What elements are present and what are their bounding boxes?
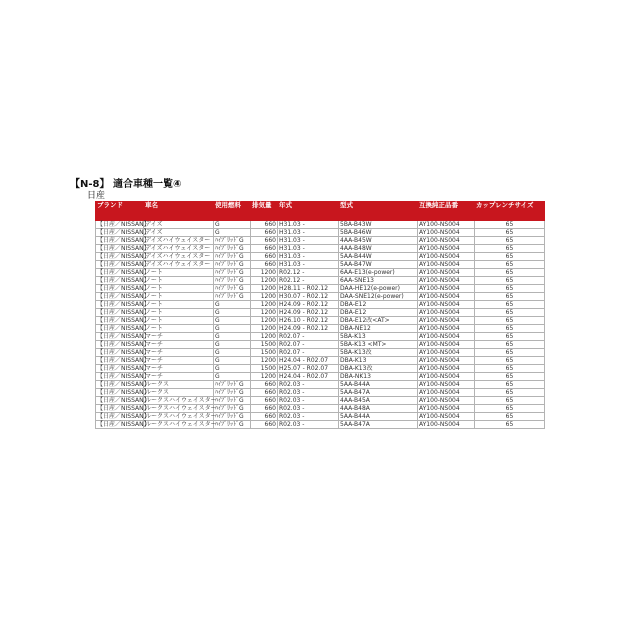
part-number-cell: AY100-NS004 — [418, 301, 475, 309]
header-fuel: 使用燃料 — [214, 202, 251, 221]
model-cell: ノート — [144, 317, 214, 325]
model-cell: ルークスハイウェイスター — [145, 405, 217, 412]
displacement-cell: 660 — [251, 253, 278, 261]
brand-cell: 【日産／NISSAN】 — [97, 237, 150, 244]
displacement-cell: 660 — [251, 405, 278, 413]
fuel-cell: G — [214, 229, 251, 237]
year-cell: R02.12 - — [278, 277, 339, 285]
part-number-cell: AY100-NS004 — [418, 365, 475, 373]
displacement-cell: 660 — [251, 237, 278, 245]
header-cup-wrench-size: カップレンチサイズ — [475, 202, 545, 221]
part-number-cell: AY100-NS004 — [418, 317, 475, 325]
fuel-cell: ﾊｲﾌﾞﾘｯﾄﾞG — [214, 285, 251, 293]
displacement-cell: 1200 — [251, 301, 278, 309]
header-year: 年式 — [278, 202, 339, 221]
displacement-cell: 1200 — [251, 293, 278, 301]
type-code-cell: 5AA-B47A — [339, 421, 418, 429]
part-number-cell: AY100-NS004 — [418, 269, 475, 277]
year-cell: H24.09 - R02.12 — [278, 325, 339, 333]
model-cell: デイズハイウェイスター — [144, 245, 214, 253]
table-row — [96, 333, 545, 341]
fuel-cell: G — [214, 325, 251, 333]
type-code-cell: 5BA-K13改 — [339, 349, 418, 357]
displacement-cell: 1200 — [251, 325, 278, 333]
brand-cell: 【日産／NISSAN】 — [97, 325, 150, 332]
part-number-cell: AY100-NS004 — [418, 341, 475, 349]
fuel-cell: G — [214, 309, 251, 317]
brand-cell: 【日産／NISSAN】 — [97, 309, 150, 316]
table-row — [96, 421, 545, 429]
year-cell: H24.04 - R02.07 — [278, 373, 339, 381]
year-cell: H26.10 - R02.12 — [278, 317, 339, 325]
part-number-cell: AY100-NS004 — [418, 221, 475, 229]
fuel-cell: ﾊｲﾌﾞﾘｯﾄﾞG — [214, 389, 251, 397]
model-cell: マーチ — [144, 333, 214, 341]
header-model: 車名 — [144, 202, 214, 221]
displacement-cell: 660 — [251, 413, 278, 421]
displacement-cell: 660 — [251, 245, 278, 253]
table-row — [96, 253, 545, 261]
part-number-cell: AY100-NS004 — [418, 333, 475, 341]
brand-cell: 【日産／NISSAN】 — [97, 357, 150, 364]
wrench-size-cell: 65 — [475, 317, 545, 325]
displacement-cell: 1500 — [251, 349, 278, 357]
year-cell: H30.07 - R02.12 — [278, 293, 339, 301]
model-cell: ルークスハイウェイスター — [145, 397, 217, 404]
fuel-cell: G — [214, 221, 251, 229]
brand-cell: 【日産／NISSAN】 — [97, 277, 150, 284]
brand-cell: 【日産／NISSAN】 — [97, 373, 150, 380]
header-oem-part-number: 互換純正品番 — [418, 202, 475, 221]
table-row — [96, 261, 545, 269]
fuel-cell: ﾊｲﾌﾞﾘｯﾄﾞG — [214, 261, 251, 269]
displacement-cell: 1200 — [251, 309, 278, 317]
fuel-cell: G — [214, 365, 251, 373]
part-number-cell: AY100-NS004 — [418, 253, 475, 261]
brand-cell: 【日産／NISSAN】 — [97, 245, 150, 252]
model-cell: マーチ — [144, 349, 214, 357]
displacement-cell: 660 — [251, 381, 278, 389]
wrench-size-cell: 65 — [475, 293, 545, 301]
type-code-cell: DBA-E12 — [339, 301, 418, 309]
displacement-cell: 1200 — [251, 333, 278, 341]
displacement-cell: 660 — [251, 229, 278, 237]
year-cell: R02.07 - — [278, 349, 339, 357]
year-cell: R02.12 - — [278, 269, 339, 277]
table-row — [96, 221, 545, 229]
wrench-size-cell: 65 — [475, 245, 545, 253]
model-cell: デイズハイウェイスター — [144, 261, 214, 269]
part-number-cell: AY100-NS004 — [418, 325, 475, 333]
wrench-size-cell: 65 — [475, 341, 545, 349]
model-cell: ノート — [144, 293, 214, 301]
table-row — [96, 309, 545, 317]
type-code-cell: DBA-E12 — [339, 309, 418, 317]
wrench-size-cell: 65 — [475, 421, 545, 429]
part-number-cell: AY100-NS004 — [418, 381, 475, 389]
model-cell: ルークス — [144, 381, 214, 389]
type-code-cell: 5AA-B47A — [339, 389, 418, 397]
table-row — [96, 317, 545, 325]
displacement-cell: 660 — [251, 421, 278, 429]
header-displacement: 排気量 — [251, 202, 278, 221]
year-cell: R02.07 - — [278, 333, 339, 341]
table-row — [96, 277, 545, 285]
type-code-cell: 4AA-B48W — [339, 245, 418, 253]
type-code-cell: 5BA-K13 — [339, 333, 418, 341]
wrench-size-cell: 65 — [475, 229, 545, 237]
table-row — [96, 269, 545, 277]
maker-label: 日産 — [87, 191, 106, 201]
model-cell: デイズ — [144, 221, 214, 229]
displacement-cell: 660 — [251, 221, 278, 229]
model-cell: ルークス — [144, 389, 214, 397]
displacement-cell: 1500 — [251, 365, 278, 373]
model-cell: ノート — [144, 301, 214, 309]
type-code-cell: 5AA-B44A — [339, 381, 418, 389]
table-row — [96, 373, 545, 381]
model-cell: マーチ — [144, 357, 214, 365]
year-cell: R02.03 - — [278, 397, 339, 405]
brand-cell: 【日産／NISSAN】 — [97, 317, 150, 324]
year-cell: H24.04 - R02.07 — [278, 357, 339, 365]
fuel-cell: ﾊｲﾌﾞﾘｯﾄﾞG — [214, 397, 251, 405]
wrench-size-cell: 65 — [475, 397, 545, 405]
table-row — [96, 349, 545, 357]
table-row — [96, 405, 545, 413]
wrench-size-cell: 65 — [475, 309, 545, 317]
table-header-row — [96, 202, 545, 221]
brand-cell: 【日産／NISSAN】 — [97, 381, 150, 388]
year-cell: H31.03 - — [278, 221, 339, 229]
wrench-size-cell: 65 — [475, 405, 545, 413]
fuel-cell: ﾊｲﾌﾞﾘｯﾄﾞG — [214, 413, 251, 421]
type-code-cell: DBA-NE12 — [339, 325, 418, 333]
type-code-cell: DBA-K13改 — [339, 365, 418, 373]
fuel-cell: ﾊｲﾌﾞﾘｯﾄﾞG — [214, 421, 251, 429]
wrench-size-cell: 65 — [475, 357, 545, 365]
part-number-cell: AY100-NS004 — [418, 397, 475, 405]
year-cell: R02.03 - — [278, 389, 339, 397]
model-cell: ノート — [144, 309, 214, 317]
year-cell: H31.03 - — [278, 237, 339, 245]
type-code-cell: 5BA-B46W — [339, 229, 418, 237]
brand-cell: 【日産／NISSAN】 — [97, 413, 150, 420]
type-code-cell: 4AA-B48A — [339, 405, 418, 413]
year-cell: H31.03 - — [278, 261, 339, 269]
part-number-cell: AY100-NS004 — [418, 245, 475, 253]
fuel-cell: ﾊｲﾌﾞﾘｯﾄﾞG — [214, 277, 251, 285]
brand-cell: 【日産／NISSAN】 — [97, 389, 150, 396]
type-code-cell: 5BA-K13 <MT> — [339, 341, 418, 349]
brand-cell: 【日産／NISSAN】 — [97, 293, 150, 300]
brand-cell: 【日産／NISSAN】 — [97, 285, 150, 292]
brand-cell: 【日産／NISSAN】 — [97, 405, 150, 412]
part-number-cell: AY100-NS004 — [418, 349, 475, 357]
table-row — [96, 301, 545, 309]
wrench-size-cell: 65 — [475, 389, 545, 397]
part-number-cell: AY100-NS004 — [418, 237, 475, 245]
table-body — [96, 221, 545, 429]
fuel-cell: G — [214, 349, 251, 357]
part-number-cell: AY100-NS004 — [418, 413, 475, 421]
fuel-cell: G — [214, 341, 251, 349]
page-title: 【N-8】 適合車種一覧④ — [70, 179, 182, 190]
type-code-cell: DAA-HE12(e-power) — [339, 285, 418, 293]
model-cell: デイズハイウェイスター — [144, 237, 214, 245]
table-row — [96, 229, 545, 237]
fuel-cell: G — [214, 373, 251, 381]
model-cell: ルークスハイウェイスター — [145, 421, 217, 428]
type-code-cell: 4AA-B45W — [339, 237, 418, 245]
wrench-size-cell: 65 — [475, 253, 545, 261]
model-cell: ノート — [144, 277, 214, 285]
wrench-size-cell: 65 — [475, 381, 545, 389]
wrench-size-cell: 65 — [475, 413, 545, 421]
model-cell: ノート — [144, 285, 214, 293]
part-number-cell: AY100-NS004 — [418, 293, 475, 301]
model-cell: ノート — [144, 325, 214, 333]
table-row — [96, 293, 545, 301]
year-cell: H25.07 - R02.07 — [278, 365, 339, 373]
part-number-cell: AY100-NS004 — [418, 229, 475, 237]
wrench-size-cell: 65 — [475, 261, 545, 269]
fuel-cell: ﾊｲﾌﾞﾘｯﾄﾞG — [214, 293, 251, 301]
brand-cell: 【日産／NISSAN】 — [97, 333, 150, 340]
part-number-cell: AY100-NS004 — [418, 373, 475, 381]
fuel-cell: ﾊｲﾌﾞﾘｯﾄﾞG — [214, 269, 251, 277]
fuel-cell: ﾊｲﾌﾞﾘｯﾄﾞG — [214, 253, 251, 261]
model-cell: マーチ — [144, 365, 214, 373]
table-row — [96, 389, 545, 397]
brand-cell: 【日産／NISSAN】 — [97, 229, 150, 236]
type-code-cell: 5AA-B44A — [339, 413, 418, 421]
wrench-size-cell: 65 — [475, 221, 545, 229]
part-number-cell: AY100-NS004 — [418, 261, 475, 269]
part-number-cell: AY100-NS004 — [418, 421, 475, 429]
part-number-cell: AY100-NS004 — [418, 389, 475, 397]
year-cell: H28.11 - R02.12 — [278, 285, 339, 293]
brand-cell: 【日産／NISSAN】 — [97, 397, 150, 404]
fuel-cell: G — [214, 317, 251, 325]
brand-cell: 【日産／NISSAN】 — [97, 349, 150, 356]
type-code-cell: DAA-SNE12(e-power) — [339, 293, 418, 301]
brand-cell: 【日産／NISSAN】 — [97, 421, 150, 428]
table-row — [96, 285, 545, 293]
wrench-size-cell: 65 — [475, 373, 545, 381]
wrench-size-cell: 65 — [475, 269, 545, 277]
year-cell: R02.03 - — [278, 405, 339, 413]
type-code-cell: 5BA-B43W — [339, 221, 418, 229]
displacement-cell: 1200 — [251, 373, 278, 381]
table-row — [96, 237, 545, 245]
header-brand: ブランド — [96, 202, 144, 221]
year-cell: R02.03 - — [278, 413, 339, 421]
wrench-size-cell: 65 — [475, 285, 545, 293]
brand-cell: 【日産／NISSAN】 — [97, 261, 150, 268]
type-code-cell: DBA-NK13 — [339, 373, 418, 381]
part-number-cell: AY100-NS004 — [418, 277, 475, 285]
displacement-cell: 1200 — [251, 357, 278, 365]
fuel-cell: ﾊｲﾌﾞﾘｯﾄﾞG — [214, 405, 251, 413]
table-row — [96, 381, 545, 389]
table-row — [96, 325, 545, 333]
part-number-cell: AY100-NS004 — [418, 357, 475, 365]
brand-cell: 【日産／NISSAN】 — [97, 365, 150, 372]
year-cell: H31.03 - — [278, 253, 339, 261]
displacement-cell: 660 — [251, 397, 278, 405]
wrench-size-cell: 65 — [475, 277, 545, 285]
part-number-cell: AY100-NS004 — [418, 285, 475, 293]
header-type-code: 型式 — [339, 202, 418, 221]
year-cell: R02.07 - — [278, 341, 339, 349]
brand-cell: 【日産／NISSAN】 — [97, 221, 150, 228]
model-cell: ルークスハイウェイスター — [145, 413, 217, 420]
year-cell: R02.03 - — [278, 381, 339, 389]
table-row — [96, 397, 545, 405]
wrench-size-cell: 65 — [475, 349, 545, 357]
fuel-cell: ﾊｲﾌﾞﾘｯﾄﾞG — [214, 237, 251, 245]
model-cell: マーチ — [144, 341, 214, 349]
type-code-cell: 5AA-B44W — [339, 253, 418, 261]
table-row — [96, 245, 545, 253]
table-row — [96, 413, 545, 421]
year-cell: H31.03 - — [278, 229, 339, 237]
displacement-cell: 1200 — [251, 285, 278, 293]
part-number-cell: AY100-NS004 — [418, 309, 475, 317]
fuel-cell: G — [214, 301, 251, 309]
wrench-size-cell: 65 — [475, 365, 545, 373]
model-cell: デイズハイウェイスター — [144, 253, 214, 261]
displacement-cell: 1200 — [251, 277, 278, 285]
displacement-cell: 1200 — [251, 317, 278, 325]
wrench-size-cell: 65 — [475, 333, 545, 341]
fuel-cell: G — [214, 333, 251, 341]
year-cell: H24.09 - R02.12 — [278, 301, 339, 309]
brand-cell: 【日産／NISSAN】 — [97, 269, 150, 276]
table-row — [96, 357, 545, 365]
table-row — [96, 341, 545, 349]
part-number-cell: AY100-NS004 — [418, 405, 475, 413]
type-code-cell: 6AA-SNE13 — [339, 277, 418, 285]
model-cell: デイズ — [144, 229, 214, 237]
type-code-cell: 5AA-B47W — [339, 261, 418, 269]
compatibility-table — [95, 201, 545, 429]
fuel-cell: G — [214, 357, 251, 365]
table-row — [96, 365, 545, 373]
model-cell: ノート — [144, 269, 214, 277]
displacement-cell: 660 — [251, 261, 278, 269]
brand-cell: 【日産／NISSAN】 — [97, 301, 150, 308]
model-cell: マーチ — [144, 373, 214, 381]
wrench-size-cell: 65 — [475, 325, 545, 333]
displacement-cell: 1500 — [251, 341, 278, 349]
type-code-cell: DBA-K13 — [339, 357, 418, 365]
year-cell: H24.09 - R02.12 — [278, 309, 339, 317]
brand-cell: 【日産／NISSAN】 — [97, 341, 150, 348]
year-cell: R02.03 - — [278, 421, 339, 429]
displacement-cell: 660 — [251, 389, 278, 397]
type-code-cell: DBA-E12改<AT> — [339, 317, 418, 325]
year-cell: H31.03 - — [278, 245, 339, 253]
type-code-cell: 6AA-E13(e-power) — [339, 269, 418, 277]
displacement-cell: 1200 — [251, 269, 278, 277]
type-code-cell: 4AA-B45A — [339, 397, 418, 405]
fuel-cell: ﾊｲﾌﾞﾘｯﾄﾞG — [214, 381, 251, 389]
wrench-size-cell: 65 — [475, 237, 545, 245]
fuel-cell: ﾊｲﾌﾞﾘｯﾄﾞG — [214, 245, 251, 253]
brand-cell: 【日産／NISSAN】 — [97, 253, 150, 260]
wrench-size-cell: 65 — [475, 301, 545, 309]
